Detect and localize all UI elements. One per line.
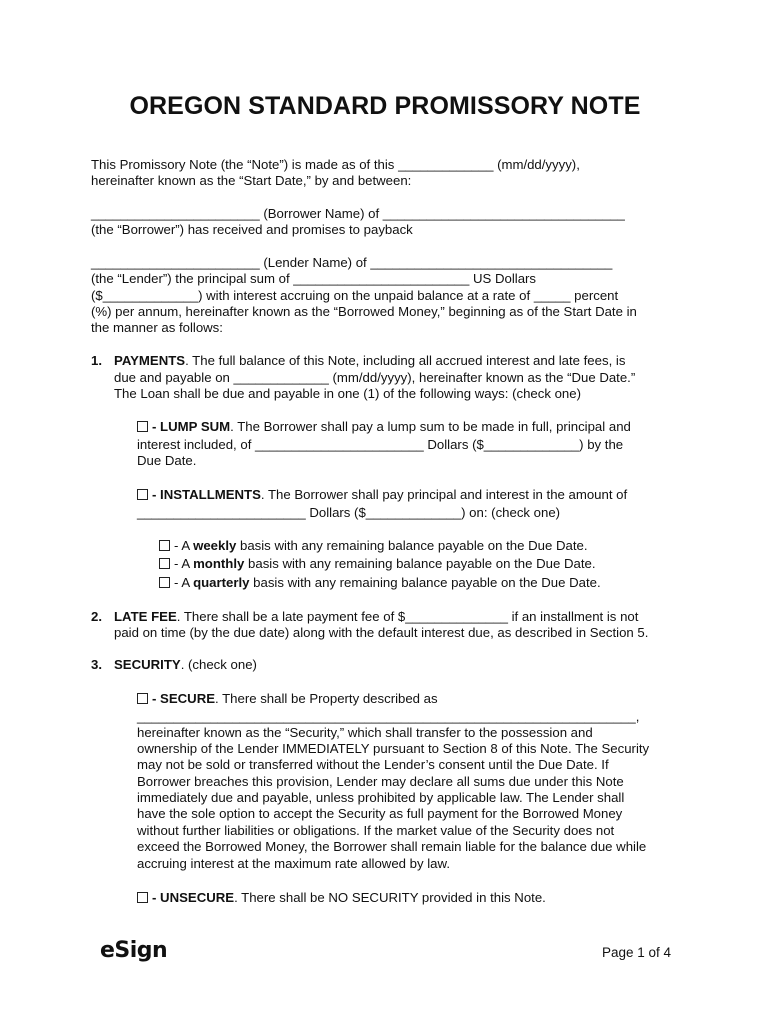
option-text: . There shall be NO SECURITY provided in this Note. bbox=[234, 890, 546, 905]
option-text: - A bbox=[174, 575, 194, 590]
section-security bbox=[114, 657, 257, 673]
option-text: Due Date. bbox=[137, 453, 197, 468]
option-text: basis with any remaining balance payable on the Due Date. bbox=[249, 575, 601, 590]
security-text-line: ____________________________________________________________________, bbox=[137, 709, 640, 724]
esign-logo: eSign bbox=[100, 938, 168, 963]
monthly-checkbox[interactable] bbox=[159, 558, 170, 569]
security-text-line: Borrower breaches this provision, Lender may declare all sums due under this Note bbox=[137, 774, 624, 789]
option-text: interest included, of _______________________ Dollars ($_____________) by the bbox=[137, 437, 624, 452]
intro-line: hereinafter known as the “Start Date,” by and between: bbox=[91, 173, 412, 188]
lump-sum-checkbox[interactable] bbox=[137, 421, 148, 432]
page-number: Page 1 of 4 bbox=[602, 945, 672, 960]
option-label: - INSTALLMENTS bbox=[152, 487, 261, 502]
section-number: 2. bbox=[91, 609, 102, 624]
section-late-fee bbox=[114, 609, 638, 625]
section-number: 1. bbox=[91, 353, 102, 368]
intro-line: (the “Borrower”) has received and promises to payback bbox=[91, 222, 413, 237]
option-text: - A bbox=[174, 538, 194, 553]
option-unsecure bbox=[137, 890, 546, 906]
section-text: paid on time (by the due date) along with the default interest due, as described in Section 5. bbox=[114, 625, 649, 640]
section-number: 3. bbox=[91, 657, 102, 672]
option-text: basis with any remaining balance payable on the Due Date. bbox=[236, 538, 588, 553]
section-text: . The full balance of this Note, including all accrued interest and late fees, is bbox=[185, 353, 626, 368]
option-label: - UNSECURE bbox=[152, 890, 235, 905]
option-label: monthly bbox=[193, 556, 245, 571]
option-installments bbox=[137, 487, 627, 503]
section-heading: LATE FEE bbox=[114, 609, 177, 624]
intro-line: the manner as follows: bbox=[91, 320, 223, 335]
option-label: quarterly bbox=[193, 575, 250, 590]
security-text-line: exceed the Borrowed Money, the Borrower shall remain liable for the balance due while bbox=[137, 839, 647, 854]
option-text: . There shall be Property described as bbox=[215, 691, 438, 706]
intro-line: (%) per annum, hereinafter known as the “Borrowed Money,” beginning as of the Start Date in bbox=[91, 304, 637, 319]
section-heading: SECURITY bbox=[114, 657, 181, 672]
security-text-line: without further liabilities or obligations. If the market value of the Security does not bbox=[137, 823, 615, 838]
section-text: . There shall be a late payment fee of $______________ if an installment is not bbox=[176, 609, 639, 624]
option-label: weekly bbox=[193, 538, 237, 553]
option-quarterly bbox=[159, 575, 601, 591]
intro-line: _______________________ (Borrower Name) of _________________________________ bbox=[91, 206, 625, 221]
option-monthly bbox=[159, 556, 596, 572]
section-text: . (check one) bbox=[180, 657, 257, 672]
option-lump-sum bbox=[137, 419, 631, 435]
unsecure-checkbox[interactable] bbox=[137, 892, 148, 903]
intro-line: ($_____________) with interest accruing on the unpaid balance at a rate of _____ percent bbox=[91, 288, 619, 303]
installments-checkbox[interactable] bbox=[137, 489, 148, 500]
security-text-line: may not be sold or transferred without the Lender’s consent until the Due Date. If bbox=[137, 757, 609, 772]
option-text: basis with any remaining balance payable on the Due Date. bbox=[244, 556, 596, 571]
quarterly-checkbox[interactable] bbox=[159, 577, 170, 588]
security-text-line: have the sole option to accept the Security as full payment for the Borrowed Money bbox=[137, 806, 623, 821]
option-text: . The Borrower shall pay a lump sum to be made in full, principal and bbox=[230, 419, 631, 434]
option-label: - SECURE bbox=[152, 691, 216, 706]
section-text: The Loan shall be due and payable in one (1) of the following ways: (check one) bbox=[114, 386, 581, 401]
option-weekly bbox=[159, 538, 587, 554]
security-text-line: accruing interest at the maximum rate allowed by law. bbox=[137, 856, 450, 871]
option-label: - LUMP SUM bbox=[152, 419, 231, 434]
security-text-line: hereinafter known as the “Security,” which shall transfer to the possession and bbox=[137, 725, 593, 740]
option-text: _______________________ Dollars ($_____________) on: (check one) bbox=[137, 505, 561, 520]
weekly-checkbox[interactable] bbox=[159, 540, 170, 551]
intro-line: This Promissory Note (the “Note”) is made as of this _____________ (mm/dd/yyyy), bbox=[91, 157, 580, 172]
option-text: - A bbox=[174, 556, 194, 571]
section-text: due and payable on _____________ (mm/dd/yyyy), hereinafter known as the “Due Date.” bbox=[114, 370, 636, 385]
intro-line: (the “Lender”) the principal sum of ________________________ US Dollars bbox=[91, 271, 537, 286]
intro-line: _______________________ (Lender Name) of _________________________________ bbox=[91, 255, 613, 270]
option-secure bbox=[137, 691, 438, 707]
security-text-line: ownership of the Lender IMMEDIATELY pursuant to Section 8 of this Note. The Security bbox=[137, 741, 650, 756]
section-heading: PAYMENTS bbox=[114, 353, 186, 368]
section-payments bbox=[114, 353, 625, 369]
security-text-line: immediately due and payable, unless prohibited by applicable law. The Lender shall bbox=[137, 790, 625, 805]
option-text: . The Borrower shall pay principal and interest in the amount of bbox=[260, 487, 628, 502]
document-title: OREGON STANDARD PROMISSORY NOTE bbox=[129, 92, 641, 120]
secure-checkbox[interactable] bbox=[137, 693, 148, 704]
